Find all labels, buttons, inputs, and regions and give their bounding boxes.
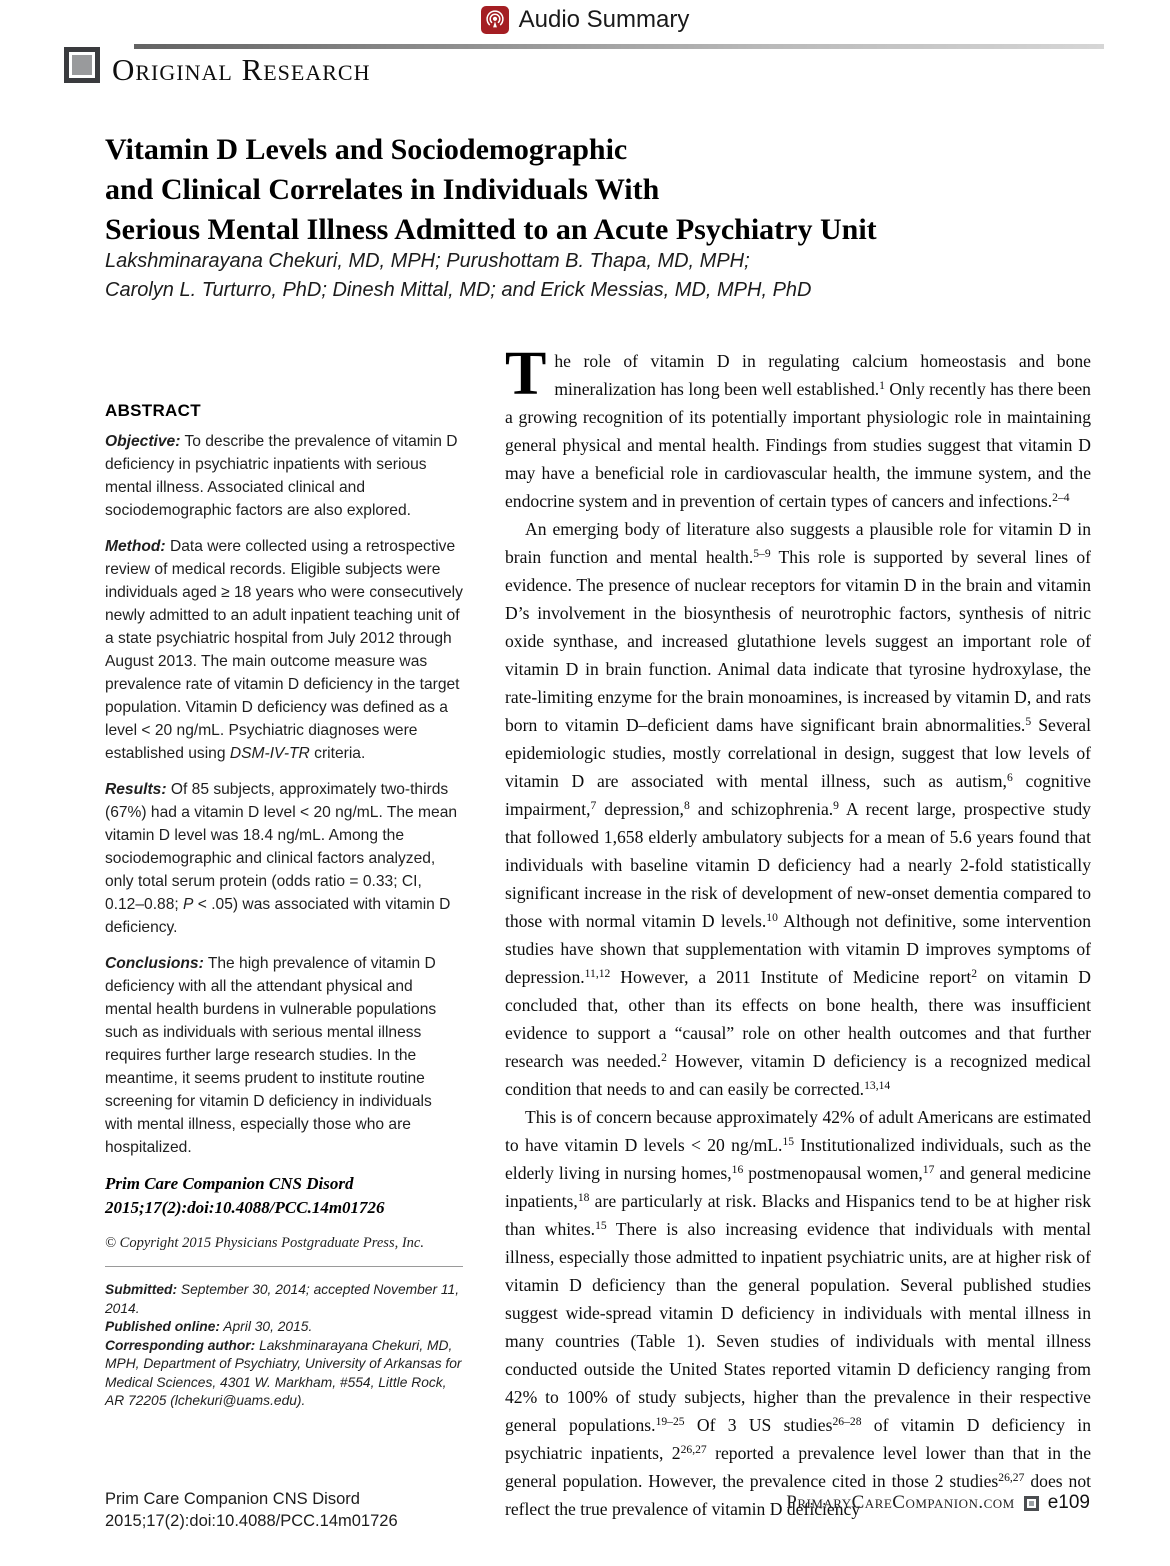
author-line-1: Lakshminarayana Chekuri, MD, MPH; Purushottam B. Thapa, MD, MPH; [105,250,750,272]
article-meta [105,1281,463,1411]
body-paragraph-3: This is of concern because approximately 42% of adult Americans are estimated to have vitamin D levels < 20 ng/mL.$^{15}$ Institutionalized individuals, such as the elderly living in nursing homes,$^{16}$ postmenopausal women,$^{17}$ and general medicine inpatients,$^{18}$ are particularly at risk. Blacks and Hispanics tend to be at higher risk than whites.$^{15}$ There is also increasing evidence that individuals with mental illness, especially those admitted to inpatient psychiatric units, are at higher risk of vitamin D deficiency than the general population. Several published studies suggest wide-spread vitamin D deficiency in individuals with mental illness in many countries (Table 1). Seven studies of individuals with mental illness conducted outside the United States reported vitamin D deficiency ranging from 42% to 100% of study subjects, higher than the prevalence in their respective general populations.$^{19-25}$ Of 3 US studies$^{26-28}$ of vitamin D deficiency in psychiatric inpatients, 2$^{26,27}$ reported a prevalence level lower than that in the general population. However, the prevalence cited in those 2 studies$^{26,27}$ does not reflect the true prevalence of vitamin D deficiency [505,1107,1092,1519]
meta-published-online: Published online: April 30, 2015. [105,1319,313,1334]
copyright-notice: © Copyright 2015 Physicians Postgraduate Press, Inc. [105,1235,424,1251]
audio-summary-link[interactable] [0,6,1170,34]
abstract-objective: Objective: To describe the prevalence of vitamin D deficiency in psychiatric inpatients with serious mental illness. Associated clinical and sociodemographic factors are also explored. [105,433,458,519]
body-column [505,340,1092,1523]
footer-journal-citation [105,1488,398,1532]
banner-gradient-rule [134,44,1104,49]
footer-citation-line-2: 2015;17(2):doi:10.4088/PCC.14m01726 [105,1512,398,1530]
abstract-column [105,399,463,1411]
article-title-line-2: and Clinical Correlates in Individuals With [105,173,660,207]
footer-square-icon [1024,1496,1039,1511]
audio-summary-label: Audio Summary [518,6,690,33]
article-title-line-3: Serious Mental Illness Admitted to an Acute Psychiatry Unit [105,213,877,247]
abstract-conclusions: Conclusions: The high prevalence of vitamin D deficiency with all the attendant physical and mental health burdens in vulnerable populations such as individuals with serious mental illness requires further large research studies. In the meantime, it seems prudent to institute routine screening for vitamin D deficiency in individuals with mental illness, especially those who are hospitalized. [105,955,437,1156]
meta-submitted: Submitted: September 30, 2014; accepted November 11, 2014. [105,1282,460,1316]
footer-citation-line-1: Prim Care Companion CNS Disord [105,1490,360,1508]
meta-corresponding-author: Corresponding author: Lakshminarayana Chekuri, MD, MPH, Department of Psychiatry, University of Arkansas for Medical Sciences, 4301 W. Markham, #554, Little Rock, AR 72205 (lchekuri@uams.edu). [105,1337,462,1408]
abstract-method: Method: Data were collected using a retrospective review of medical records. Eligible subjects were individuals aged ≥ 18 years who were consecutively newly admitted to an adult inpatient teaching unit of a state psychiatric hospital from July 2012 through August 2013. The main outcome measure was prevalence rate of vitamin D deficiency in the target population. Vitamin D deficiency was defined as a level < 20 ng/mL. Psychiatric diagnoses were established using DSM-IV-TR criteria. [105,538,463,762]
article-title-line-1: Vitamin D Levels and Sociodemographic [105,133,628,167]
section-banner [64,44,1104,94]
section-kicker: Original Research [112,52,371,87]
section-square-icon [64,47,100,83]
footer-page-number: e109 [1047,1492,1090,1513]
footer-right [786,1492,1090,1514]
body-paragraph-2: An emerging body of literature also suggests a plausible role for vitamin D in brain function and mental health.$^{5-9}$ This role is supported by several lines of evidence. The presence of nuclear receptors for vitamin D in the brain and vitamin D’s involvement in the biosynthesis of neurotrophic factors, synthesis of nitric oxide synthase, and increased glutathione levels suggest an important role of vitamin D in brain function. Animal data indicate that tyrosine hydroxylase, the rate-limiting enzyme for the brain monoamines, is increased by vitamin D, and rats born to vitamin D–deficient dams have significant brain abnormalities.$^5$ Several epidemiologic studies, mostly correlational in design, suggest that low levels of vitamin D are associated with mental illness, such as autism,$^6$ cognitive impairment,$^7$ depression,$^8$ and schizophrenia.$^9$ A recent large, prospective study that followed 1,658 elderly ambulatory subjects for a mean of 5.6 years found that individuals with baseline vitamin D deficiency had a nearly 2-fold statistically significant increase in the risk of development of new-onset dementia compared to those with normal vitamin D levels.$^{10}$ Although not definitive, some intervention studies have shown that supplementation with vitamin D improves symptoms of depression.$^{11,12}$ However, a 2011 Institute of Medicine report$^2$ on vitamin D concluded that, other than its effects on bone health, there was insufficient evidence to support a “causal” role on other health outcomes and that further research was needed.$^2$ However, vitamin D deficiency is a recognized medical condition that needs to and can easily be corrected.$^{13,14}$ [505,519,1092,1099]
article-title [105,130,1090,250]
journal-citation: Prim Care Companion CNS Disord 2015;17(2):doi:10.4088/PCC.14m01726 [105,1174,385,1217]
abstract-heading: ABSTRACT [105,401,201,420]
body-paragraph-1: The role of vitamin D in regulating calcium homeostasis and bone mineralization has long been well established.$^1$ Only recently has there been a growing recognition of its potentially important physiologic role in maintaining general physical and mental health. Findings from studies suggest that vitamin D may have a beneficial role in cardiovascular health, the immune system, and the endocrine system and in prevention of certain types of cancers and infections.$^{2-4}$ [505,340,1091,511]
abstract-divider [105,1266,463,1267]
author-byline [105,247,1090,305]
abstract-results: Results: Of 85 subjects, approximately two-thirds (67%) had a vitamin D level < 20 ng/mL. The mean vitamin D level was 18.4 ng/mL. Among the sociodemographic and clinical factors analyzed, only total serum protein (odds ratio = 0.33; CI, 0.12–0.88; P < .05) was associated with vitamin D deficiency. [105,781,458,936]
footer-site-url: PrimaryCareCompanion.com [786,1492,1015,1513]
audio-broadcast-icon [481,6,509,34]
author-line-2: Carolyn L. Turturro, PhD; Dinesh Mittal, MD; and Erick Messias, MD, MPH, PhD [105,279,812,301]
